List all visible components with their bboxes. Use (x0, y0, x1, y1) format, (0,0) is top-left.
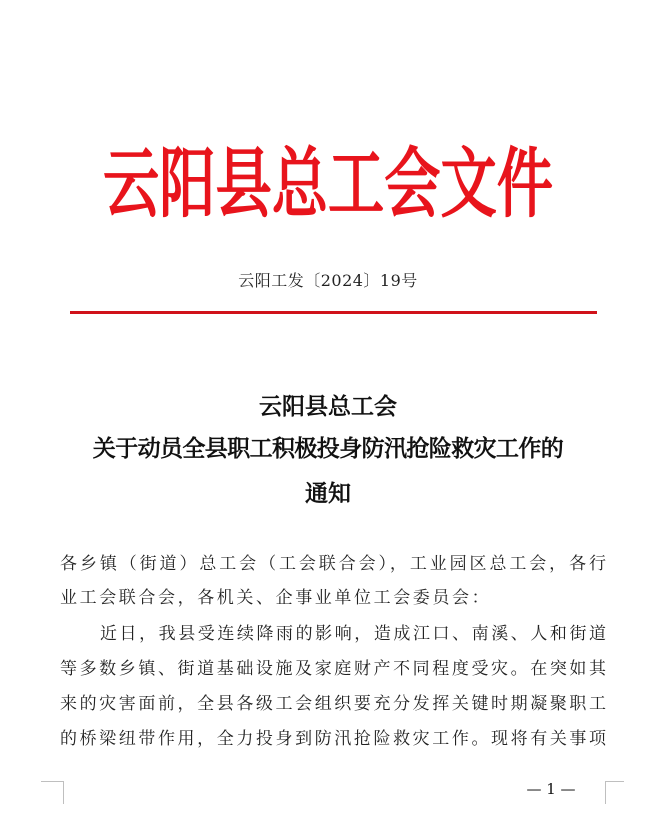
margin-corner-mark-left (41, 781, 64, 804)
document-number: 云阳工发〔2024〕19号 (238, 271, 418, 290)
title-doc-type: 通知 (305, 480, 351, 507)
title-issuer: 云阳县总工会 (259, 393, 397, 420)
masthead-text: 云阳县总工会文件 (103, 139, 553, 228)
paragraph-line-2: 等多数乡镇、街道基础设施及家庭财产不同程度受灾。在突如其 (60, 659, 606, 679)
red-separator-line (70, 311, 597, 314)
paragraph-line-3: 来的灾害面前，全县各级工会组织要充分发挥关键时期凝聚职工 (60, 694, 606, 714)
salutation-line-2: 业工会联合会，各机关、企事业单位工会委员会： (60, 588, 492, 608)
page-number: — 1 — (526, 780, 576, 798)
margin-corner-mark-right (605, 781, 624, 804)
title-subject: 关于动员全县职工积极投身防汛抢险救灾工作的 (92, 435, 564, 462)
paragraph-line-4: 的桥梁纽带作用，全力投身到防汛抢险救灾工作。现将有关事项 (60, 729, 606, 749)
salutation-line-1: 各乡镇（街道）总工会（工会联合会），工业园区总工会，各行 (60, 554, 606, 574)
document-masthead (0, 138, 656, 230)
paragraph-line-1: 近日，我县受连续降雨的影响，造成江口、南溪、人和街道 (100, 624, 606, 644)
